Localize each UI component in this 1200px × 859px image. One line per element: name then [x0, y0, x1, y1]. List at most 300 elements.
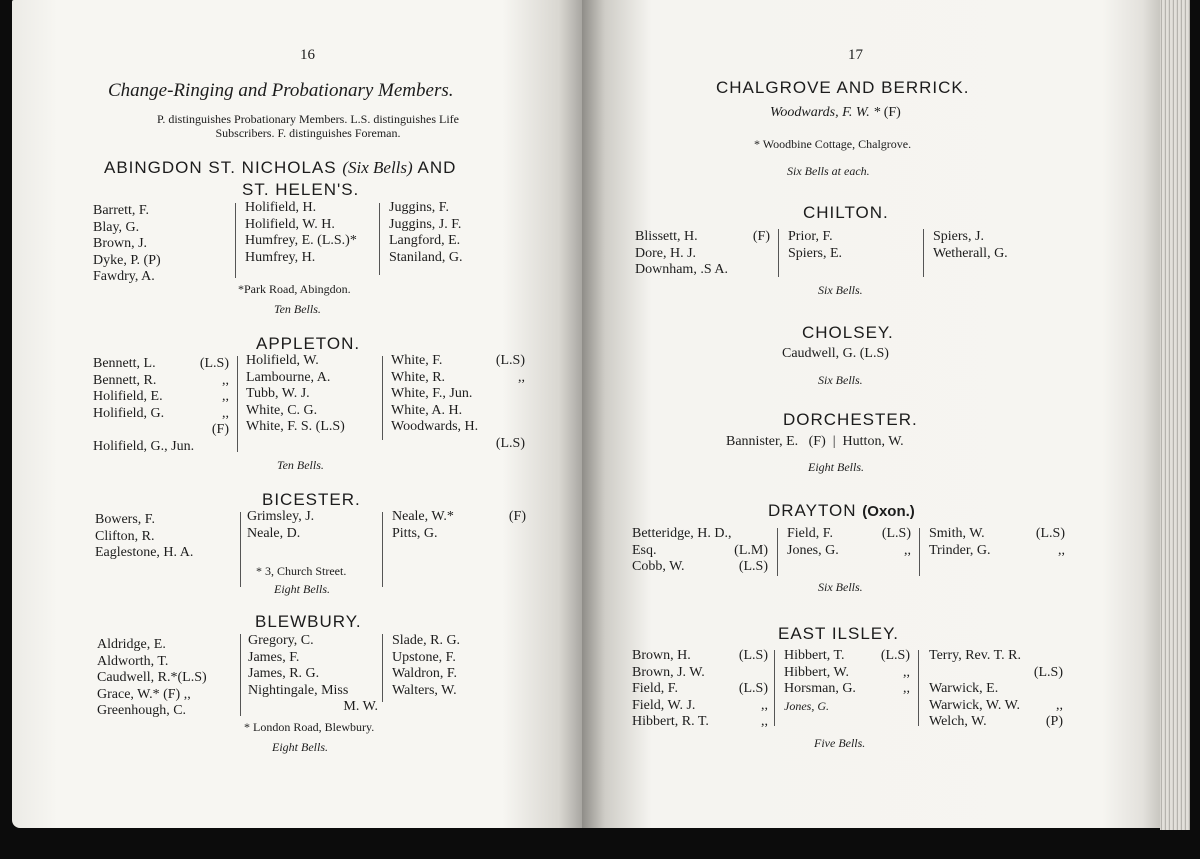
- member-tag: [1059, 681, 1063, 698]
- member-tag: [377, 403, 381, 420]
- member-tag: [233, 654, 237, 671]
- member-name: Hibbert, W.: [784, 664, 849, 680]
- chilton-heading: CHILTON.: [803, 203, 889, 222]
- member-tag: [764, 665, 768, 682]
- member-tag: [374, 650, 378, 667]
- member-entry: [248, 633, 378, 650]
- member-name: White, F. S. (L.S): [246, 419, 345, 434]
- member-name: Aldworth, T.: [97, 653, 169, 669]
- bicester-col-2: [247, 509, 377, 542]
- appleton-bells: Ten Bells.: [277, 458, 324, 472]
- member-tag: [522, 526, 526, 543]
- member-entry: [389, 233, 519, 250]
- member-entry: [389, 250, 519, 267]
- member-tag: (P): [1045, 714, 1063, 729]
- member-name: Juggins, F.: [389, 200, 449, 215]
- member-tag: (L.S): [881, 526, 911, 541]
- member-entry: [391, 403, 525, 420]
- member-entry: [929, 665, 1063, 682]
- member-tag: [515, 200, 519, 217]
- column-divider: [382, 356, 383, 440]
- member-tag: [224, 269, 228, 286]
- east-ilsley-col-2: [784, 648, 910, 714]
- right-page: [582, 0, 1160, 828]
- chalgrove-foreman-tag: (F): [883, 105, 901, 120]
- member-name: Bowers, F.: [95, 512, 155, 527]
- member-name: Jones, G.: [787, 542, 839, 558]
- member-tag: ,,: [903, 664, 910, 680]
- member-name: Langford, E.: [389, 233, 461, 248]
- member-name: Gregory, C.: [248, 633, 314, 648]
- member-entry: [248, 650, 378, 667]
- abingdon-col-3: [389, 200, 519, 266]
- abingdon-heading-a: ABINGDON ST. NICHOLAS: [104, 158, 337, 177]
- member-entry: [391, 353, 525, 370]
- member-entry: [246, 419, 381, 436]
- member-entry: [392, 683, 522, 700]
- member-tag: [224, 220, 228, 237]
- appleton-col-2: [246, 353, 381, 436]
- member-entry: [784, 698, 910, 715]
- member-entry: [632, 543, 768, 560]
- member-tag: (L.S): [738, 648, 768, 663]
- column-divider: [240, 634, 241, 716]
- appleton-col-1: [93, 356, 229, 455]
- member-tag: ,,: [222, 372, 229, 388]
- member-name: Warwick, E.: [929, 681, 999, 696]
- bicester-bells: Eight Bells.: [274, 582, 330, 596]
- member-entry: [93, 203, 228, 220]
- member-name: Dore, H. J.: [635, 245, 697, 261]
- drayton-col-2: [787, 526, 911, 559]
- blewbury-heading: BLEWBURY.: [255, 612, 362, 631]
- member-entry: [95, 529, 235, 546]
- member-name: Cobb, W.: [632, 559, 685, 574]
- member-tag: (L.S): [738, 681, 768, 696]
- cholsey-line: Caudwell, G. (L.S): [782, 346, 889, 361]
- abingdon-col-2: [245, 200, 385, 266]
- member-tag: (L.S): [738, 559, 768, 574]
- member-tag: [764, 526, 768, 543]
- member-name: Lambourne, A.: [246, 369, 331, 385]
- member-name: Barrett, F.: [93, 203, 150, 218]
- member-tag: [518, 683, 522, 700]
- member-name: Nightingale, Miss: [248, 682, 349, 698]
- member-entry: [933, 246, 1063, 263]
- member-tag: (L.S): [1033, 664, 1063, 680]
- abingdon-note: *Park Road, Abingdon.: [238, 282, 351, 296]
- member-name: Field, F.: [787, 526, 833, 541]
- member-name: Field, W. J.: [632, 697, 696, 713]
- member-tag: [377, 353, 381, 370]
- member-entry: [392, 633, 522, 650]
- member-name: Welch, W.: [929, 714, 987, 729]
- east-ilsley-heading: EAST ILSLEY.: [778, 624, 899, 643]
- member-entry: [93, 356, 229, 373]
- member-name: Smith, W.: [929, 526, 985, 541]
- member-tag: (L.S): [495, 435, 525, 451]
- blewbury-col-3: [392, 633, 522, 699]
- cholsey-bells: Six Bells.: [818, 373, 863, 387]
- member-entry: [392, 509, 526, 526]
- member-entry: [93, 389, 229, 406]
- member-tag: [233, 670, 237, 687]
- chilton-bells: Six Bells.: [818, 283, 863, 297]
- abingdon-heading-paren: (Six Bells): [342, 158, 413, 177]
- member-entry: [392, 666, 522, 683]
- member-tag: (L.S): [880, 648, 910, 663]
- member-entry: [632, 648, 768, 665]
- member-name: Upstone, F.: [392, 649, 456, 665]
- member-entry: [246, 403, 381, 420]
- abingdon-col-1: [93, 203, 228, 286]
- member-entry: [632, 714, 768, 731]
- member-tag: ,,: [222, 389, 229, 404]
- member-name: Slade, R. G.: [392, 633, 461, 648]
- member-name: Caudwell, R.*(L.S): [97, 670, 207, 685]
- member-tag: [373, 526, 377, 543]
- member-name: Fawdry, A.: [93, 269, 155, 284]
- chalgrove-foreman: Woodwards, F. W. *: [770, 105, 881, 120]
- member-entry: [247, 509, 377, 526]
- member-tag: (L.S): [199, 356, 229, 371]
- member-entry: [635, 246, 770, 263]
- member-tag: [224, 203, 228, 220]
- member-entry: [246, 386, 381, 403]
- member-entry: [632, 665, 768, 682]
- abingdon-heading-b: AND: [417, 158, 457, 177]
- member-entry: [93, 373, 229, 390]
- east-ilsley-col-1: [632, 648, 768, 731]
- abingdon-heading: [104, 158, 456, 178]
- member-name: Spiers, E.: [788, 245, 843, 261]
- member-name: Eaglestone, H. A.: [95, 545, 194, 560]
- member-entry: [246, 353, 381, 370]
- member-entry: [632, 698, 768, 715]
- member-entry: [391, 436, 525, 453]
- member-tag: (L.M): [734, 542, 768, 558]
- member-name: Blissett, H.: [635, 229, 698, 244]
- member-tag: ,,: [761, 697, 768, 713]
- member-tag: [515, 217, 519, 234]
- member-tag: (F): [752, 229, 770, 244]
- legend-line-1: P. distinguishes Probationary Members. L.S. distinguishes Life: [157, 112, 459, 126]
- member-entry: [93, 220, 228, 237]
- chilton-col-1: [635, 229, 770, 279]
- member-tag: ,,: [1056, 697, 1063, 713]
- member-tag: [381, 233, 385, 250]
- member-name: Terry, Rev. T. R.: [929, 648, 1021, 663]
- member-name: Holifield, H.: [245, 200, 317, 215]
- member-entry: [632, 559, 768, 576]
- member-name: Greenhough, C.: [97, 703, 187, 718]
- member-entry: [787, 526, 911, 543]
- member-entry: [245, 200, 385, 217]
- abingdon-bells: Ten Bells.: [274, 302, 321, 316]
- member-tag: [381, 217, 385, 234]
- column-divider: [240, 512, 241, 587]
- column-divider: [382, 634, 383, 702]
- member-entry: [93, 422, 229, 439]
- blewbury-col-2: [248, 633, 378, 716]
- bicester-col-3: [392, 509, 526, 542]
- chalgrove-bells: Six Bells at each.: [787, 164, 870, 178]
- member-tag: [225, 439, 229, 456]
- member-entry: [95, 545, 235, 562]
- member-tag: [381, 200, 385, 217]
- member-name: Spiers, J.: [933, 229, 984, 244]
- member-entry: [635, 262, 770, 279]
- member-tag: ,,: [761, 714, 768, 729]
- member-name: Neale, D.: [247, 525, 301, 541]
- member-entry: [391, 419, 525, 436]
- member-name: Brown, J. W.: [632, 664, 705, 680]
- page-edges: [1160, 0, 1190, 830]
- member-name: Field, F.: [632, 681, 678, 696]
- member-name: Wetherall, G.: [933, 245, 1008, 261]
- member-tag: (F): [211, 422, 229, 437]
- column-divider: [923, 229, 924, 277]
- member-tag: ,,: [903, 681, 910, 696]
- member-name: Warwick, W. W.: [929, 697, 1021, 713]
- column-divider: [382, 512, 383, 587]
- member-entry: [389, 200, 519, 217]
- abingdon-heading-line2: ST. HELEN'S.: [242, 180, 360, 199]
- member-tag: ,,: [222, 405, 229, 421]
- member-name: Pitts, G.: [392, 525, 438, 541]
- member-entry: [784, 665, 910, 682]
- page-number-left: 16: [300, 47, 315, 63]
- member-entry: [245, 233, 385, 250]
- column-divider: [778, 229, 779, 277]
- member-tag: (L.S): [495, 353, 525, 368]
- blewbury-bells: Eight Bells.: [272, 740, 328, 754]
- member-name: Hibbert, R. T.: [632, 714, 709, 729]
- member-tag: [521, 403, 525, 420]
- member-entry: [929, 714, 1063, 731]
- member-name: Holifield, E.: [93, 389, 163, 404]
- member-name: White, R.: [391, 369, 446, 385]
- member-tag: [377, 370, 381, 387]
- member-entry: [392, 526, 526, 543]
- member-name: Humfrey, H.: [245, 249, 316, 265]
- member-name: Holifield, W. H.: [245, 216, 335, 232]
- member-name: Grimsley, J.: [247, 509, 315, 524]
- member-name: James, R. G.: [248, 666, 320, 681]
- member-name: Holifield, G., Jun.: [93, 438, 195, 454]
- column-divider: [237, 356, 238, 452]
- member-tag: [1059, 229, 1063, 246]
- legend: [88, 112, 528, 140]
- member-tag: (F): [508, 509, 526, 524]
- member-tag: [518, 650, 522, 667]
- member-entry: [93, 406, 229, 423]
- dorchester-bells: Eight Bells.: [808, 460, 864, 474]
- member-entry: [784, 681, 910, 698]
- member-entry: [248, 683, 378, 700]
- member-tag: [374, 666, 378, 683]
- member-entry: [97, 703, 237, 720]
- member-name: Tubb, W. J.: [246, 386, 310, 401]
- member-name: James, F.: [248, 649, 300, 665]
- member-tag: [518, 633, 522, 650]
- member-entry: [632, 526, 768, 543]
- member-name: Horsman, G.: [784, 681, 856, 696]
- member-name: Downham, .S A.: [635, 262, 728, 277]
- member-entry: [787, 543, 911, 560]
- chilton-col-3: [933, 229, 1063, 262]
- dorchester-heading: DORCHESTER.: [783, 410, 918, 429]
- member-name: Dyke, P. (P): [93, 252, 161, 268]
- member-name: Juggins, J. F.: [389, 216, 462, 232]
- member-entry: [93, 253, 228, 270]
- member-tag: [233, 703, 237, 720]
- member-entry: [929, 543, 1065, 560]
- member-tag: [233, 637, 237, 654]
- member-tag: [231, 545, 235, 562]
- member-tag: ,,: [518, 369, 525, 385]
- member-tag: [906, 698, 910, 715]
- member-tag: [233, 687, 237, 704]
- bicester-heading: BICESTER.: [262, 490, 361, 509]
- member-name: Blay, G.: [93, 219, 140, 235]
- member-tag: ,,: [1058, 542, 1065, 558]
- column-divider: [777, 528, 778, 576]
- member-name: Esq.: [632, 542, 657, 558]
- column-divider: [919, 528, 920, 576]
- member-name: Betteridge, H. D.,: [632, 526, 732, 541]
- bicester-col-1: [95, 512, 235, 562]
- member-tag: [1059, 648, 1063, 665]
- cholsey-heading: CHOLSEY.: [802, 323, 894, 342]
- chilton-col-2: [788, 229, 918, 262]
- member-entry: [246, 370, 381, 387]
- east-ilsley-col-3: [929, 648, 1063, 731]
- appleton-heading: APPLETON.: [256, 334, 361, 353]
- member-name: Walters, W.: [392, 682, 457, 698]
- member-tag: [377, 386, 381, 403]
- member-tag: [521, 386, 525, 403]
- chalgrove-heading: CHALGROVE AND BERRICK.: [716, 78, 970, 97]
- left-page: [12, 0, 582, 828]
- member-tag: [766, 262, 770, 279]
- chalgrove-foreman-line: [770, 105, 901, 121]
- member-entry: [784, 648, 910, 665]
- member-entry: [245, 217, 385, 234]
- member-name: White, A. H.: [391, 402, 463, 418]
- member-entry: [247, 526, 377, 543]
- member-name: Brown, H.: [632, 648, 691, 663]
- member-entry: [248, 699, 378, 716]
- column-divider: [774, 650, 775, 726]
- member-tag: [1059, 246, 1063, 263]
- member-entry: [788, 246, 918, 263]
- member-tag: ,,: [904, 542, 911, 558]
- legend-line-2: Subscribers. F. distinguishes Foreman.: [215, 126, 401, 140]
- member-entry: [788, 229, 918, 246]
- member-tag: [914, 246, 918, 263]
- member-entry: [933, 229, 1063, 246]
- column-divider: [235, 203, 236, 278]
- drayton-bells: Six Bells.: [818, 580, 863, 594]
- member-name: White, F.: [391, 353, 443, 368]
- member-name: Brown, J.: [93, 236, 148, 251]
- member-entry: [95, 512, 235, 529]
- drayton-col-3: [929, 526, 1065, 559]
- dorchester-line: Bannister, E. (F) | Hutton, W.: [726, 434, 904, 449]
- member-entry: [248, 666, 378, 683]
- member-name: Neale, W.*: [392, 509, 454, 524]
- member-tag: M. W.: [343, 699, 378, 714]
- member-tag: [231, 529, 235, 546]
- member-name: Humfrey, E. (L.S.)*: [245, 233, 357, 248]
- member-name: Staniland, G.: [389, 249, 463, 265]
- member-entry: [93, 236, 228, 253]
- member-name: [248, 699, 339, 716]
- member-name: [929, 665, 1030, 682]
- member-tag: [231, 512, 235, 529]
- member-name: White, F., Jun.: [391, 386, 473, 401]
- member-entry: [93, 269, 228, 286]
- drayton-heading: [768, 501, 915, 521]
- member-entry: [389, 217, 519, 234]
- chalgrove-note: * Woodbine Cottage, Chalgrove.: [754, 137, 912, 151]
- member-tag: [374, 633, 378, 650]
- member-entry: [93, 439, 229, 456]
- member-tag: [374, 683, 378, 700]
- bicester-note: * 3, Church Street.: [256, 564, 347, 578]
- member-name: Woodwards, H.: [391, 419, 479, 434]
- column-divider: [918, 650, 919, 726]
- page-number-right: 17: [848, 47, 863, 63]
- member-entry: [392, 650, 522, 667]
- member-tag: [518, 666, 522, 683]
- member-name: Hibbert, T.: [784, 648, 845, 663]
- member-entry: [97, 637, 237, 654]
- section-title: Change-Ringing and Probationary Members.: [108, 80, 454, 101]
- blewbury-col-1: [97, 637, 237, 720]
- member-tag: [381, 250, 385, 267]
- member-entry: [391, 386, 525, 403]
- member-entry: [632, 681, 768, 698]
- member-entry: [245, 250, 385, 267]
- column-divider: [379, 203, 380, 275]
- drayton-heading-text: DRAYTON: [768, 501, 857, 520]
- member-name: Holifield, W.: [246, 353, 319, 368]
- member-tag: [515, 250, 519, 267]
- member-entry: [929, 698, 1063, 715]
- member-entry: [97, 687, 237, 704]
- appleton-col-3: [391, 353, 525, 452]
- member-name: Grace, W.* (F) ,,: [97, 686, 191, 702]
- member-name: [93, 422, 208, 439]
- member-entry: [391, 370, 525, 387]
- member-tag: [224, 253, 228, 270]
- member-name: Trinder, G.: [929, 542, 991, 558]
- blewbury-note: * London Road, Blewbury.: [244, 720, 375, 734]
- member-tag: [224, 236, 228, 253]
- member-name: Jones, G.: [784, 698, 829, 713]
- member-entry: [97, 670, 237, 687]
- member-name: Clifton, R.: [95, 528, 155, 544]
- member-tag: [914, 229, 918, 246]
- member-tag: [521, 419, 525, 436]
- member-name: Holifield, G.: [93, 405, 165, 421]
- drayton-col-1: [632, 526, 768, 576]
- member-name: [391, 436, 492, 453]
- east-ilsley-bells: Five Bells.: [814, 736, 866, 750]
- member-entry: [97, 654, 237, 671]
